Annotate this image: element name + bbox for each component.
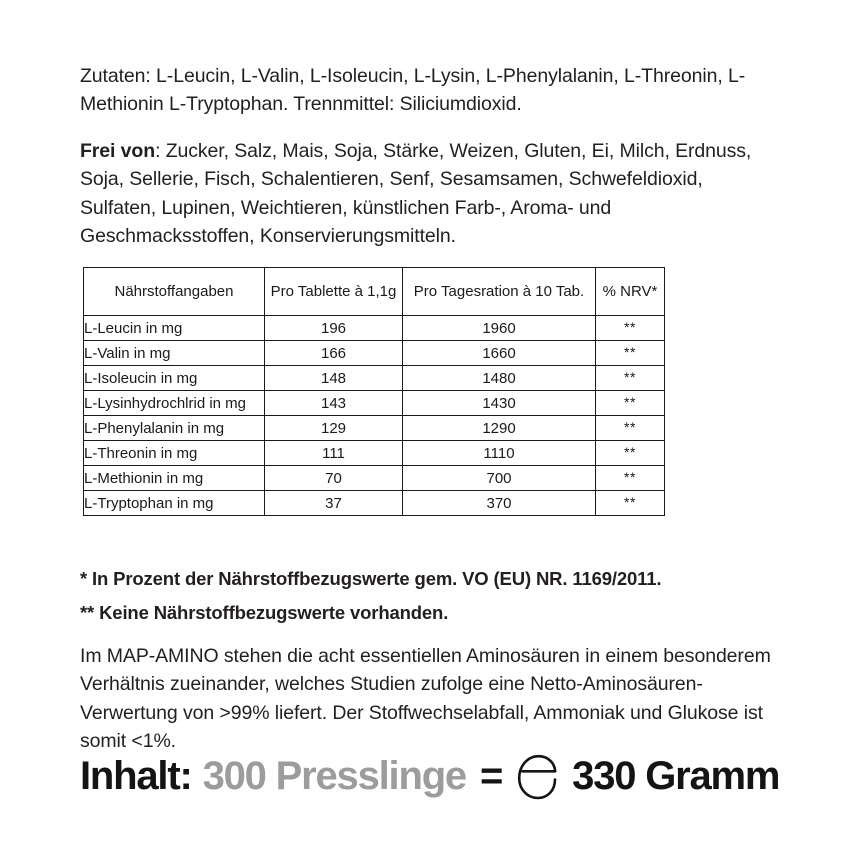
free-from-paragraph [80, 137, 780, 251]
header-per-daily-dose: Pro Tagesration à 10 Tab. [403, 268, 596, 316]
table-row [84, 491, 665, 516]
cell-per-tablet: 129 [265, 416, 403, 441]
cell-percent-nrv [596, 491, 665, 516]
free-from-label: Frei von [80, 139, 156, 162]
table-row [84, 341, 665, 366]
cell-per-tablet: 166 [265, 341, 403, 366]
content-prefix-label: Inhalt: [80, 753, 192, 798]
footnote-double-star: ** Keine Nährstoffbezugswerte vorhanden. [80, 601, 449, 623]
cell-per-daily-dose: 1430 [403, 391, 596, 416]
nutrition-table-head [84, 268, 665, 316]
nrv-footnote-mark: ** [624, 368, 636, 385]
cell-per-daily-dose: 1290 [403, 416, 596, 441]
cell-nutrient-name: L-Valin in mg [84, 341, 265, 366]
cell-per-daily-dose: 700 [403, 466, 596, 491]
nutrition-table [83, 267, 665, 516]
table-row [84, 391, 665, 416]
table-header-row [84, 268, 665, 316]
cell-percent-nrv [596, 366, 665, 391]
header-per-tablet: Pro Tablette à 1,1g [265, 268, 403, 316]
cell-percent-nrv [596, 391, 665, 416]
content-equals-sign: = [479, 753, 503, 798]
footnote-single-star: * In Prozent der Nährstoffbezugswerte gem. VO (EU) NR. 1169/2011. [80, 567, 662, 589]
cell-per-daily-dose: 1960 [403, 316, 596, 341]
nutrition-table-wrapper [83, 267, 660, 516]
free-from-separator: : [155, 139, 166, 162]
cell-nutrient-name: L-Tryptophan in mg [84, 491, 265, 516]
content-count-value: 300 Presslinge [202, 753, 466, 798]
nrv-footnote-mark: ** [624, 493, 636, 510]
free-from-text: Zucker, Salz, Mais, Soja, Stärke, Weizen, Gluten, Ei, Milch, Erdnuss, Soja, Sellerie, Fisch, Schalentieren, Senf, Sesamsamen, Schwefeldioxid, Sulfaten, Lupinen, Weichtieren, künstlichen Farb-, Aroma- und Geschmacksstoffen, Konservierungsmitteln. [80, 139, 752, 247]
cell-per-tablet: 37 [265, 491, 403, 516]
cell-per-tablet: 70 [265, 466, 403, 491]
estimated-sign-icon [516, 754, 560, 800]
header-nutrient-name: Nährstoffangaben [84, 268, 265, 316]
content-line [80, 747, 779, 805]
cell-nutrient-name: L-Methionin in mg [84, 466, 265, 491]
cell-percent-nrv [596, 416, 665, 441]
ingredients-paragraph: Zutaten: L-Leucin, L-Valin, L-Isoleucin, L-Lysin, L-Phenylalanin, L-Threonin, L-Methionin L-Tryptophan. Trennmittel: Siliciumdioxid. [80, 64, 746, 115]
table-row [84, 366, 665, 391]
nutrition-table-body [84, 316, 665, 516]
nrv-footnote-mark: ** [624, 318, 636, 335]
table-row [84, 441, 665, 466]
nrv-footnote-mark: ** [624, 343, 636, 360]
cell-percent-nrv [596, 441, 665, 466]
cell-nutrient-name: L-Phenylalanin in mg [84, 416, 265, 441]
nrv-footnote-mark: ** [624, 443, 636, 460]
cell-per-tablet: 148 [265, 366, 403, 391]
product-description-paragraph: Im MAP-AMINO stehen die acht essentiellen Aminosäuren in einem besonderem Verhältnis zueinander, welches Studien zufolge eine Netto-Aminosäuren-Verwertung von >99% liefert. Der Stoffwechselabfall, Ammoniak und Glukose ist somit <1%. [80, 644, 771, 752]
cell-per-daily-dose: 1480 [403, 366, 596, 391]
cell-percent-nrv [596, 341, 665, 366]
cell-per-tablet: 111 [265, 441, 403, 466]
table-row [84, 466, 665, 491]
cell-per-daily-dose: 1110 [403, 441, 596, 466]
cell-nutrient-name: L-Leucin in mg [84, 316, 265, 341]
table-row [84, 416, 665, 441]
content-weight-value: 330 Gramm [572, 753, 780, 798]
cell-percent-nrv [596, 466, 665, 491]
cell-per-tablet: 196 [265, 316, 403, 341]
cell-nutrient-name: L-Threonin in mg [84, 441, 265, 466]
cell-per-tablet: 143 [265, 391, 403, 416]
cell-nutrient-name: L-Lysinhydrochlrid in mg [84, 391, 265, 416]
cell-percent-nrv [596, 316, 665, 341]
cell-nutrient-name: L-Isoleucin in mg [84, 366, 265, 391]
table-row [84, 316, 665, 341]
cell-per-daily-dose: 370 [403, 491, 596, 516]
cell-per-daily-dose: 1660 [403, 341, 596, 366]
header-percent-nrv: % NRV* [596, 268, 665, 316]
nrv-footnote-mark: ** [624, 393, 636, 410]
nrv-footnote-mark: ** [624, 468, 636, 485]
nrv-footnote-mark: ** [624, 418, 636, 435]
